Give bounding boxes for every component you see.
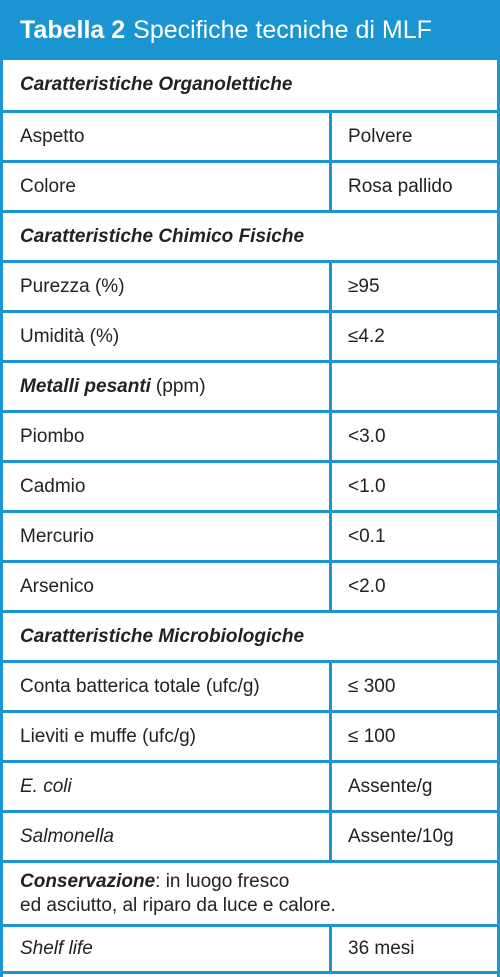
table-border-left	[0, 60, 3, 977]
table-row	[0, 313, 500, 363]
conservazione-row	[0, 863, 500, 927]
row-value: <0.1	[348, 525, 386, 547]
row-value: ≤ 100	[348, 725, 396, 747]
section-heading: Caratteristiche Chimico Fisiche	[20, 225, 305, 247]
row-value: Assente/10g	[348, 825, 454, 847]
row-value: 36 mesi	[348, 938, 415, 959]
section-heading: Caratteristiche Microbiologiche	[20, 625, 305, 647]
table-row	[0, 713, 500, 763]
table-row	[0, 563, 500, 613]
row-value: ≥95	[348, 275, 380, 297]
section-heading-cell	[0, 363, 332, 410]
row-value: ≤ 300	[348, 675, 396, 697]
row-value: Polvere	[348, 125, 413, 147]
table-row	[0, 413, 500, 463]
row-label: Lieviti e muffe (ufc/g)	[0, 713, 332, 760]
row-label: Umidità (%)	[0, 313, 332, 360]
section-heading: Caratteristiche Organolettiche	[20, 74, 293, 95]
row-label: Purezza (%)	[0, 263, 332, 310]
table-title: Specifiche tecniche di MLF	[133, 15, 432, 44]
row-value: <3.0	[348, 425, 386, 447]
conservazione-line2: ed asciutto, al riparo da luce e calore.	[20, 894, 336, 916]
row-label: E. coli	[0, 763, 332, 810]
section-row-microbiologiche	[0, 613, 500, 663]
section-heading: Metalli pesanti	[20, 375, 151, 397]
row-label: Mercurio	[0, 513, 332, 560]
row-label: Cadmio	[0, 463, 332, 510]
table-row	[0, 813, 500, 863]
empty-cell	[332, 363, 500, 410]
row-value: ≤4.2	[348, 325, 385, 347]
row-value: Assente/g	[348, 775, 433, 797]
row-value: <1.0	[348, 475, 386, 497]
table-row	[0, 113, 500, 163]
conservazione-text	[20, 870, 336, 918]
section-unit: (ppm)	[155, 375, 206, 397]
row-label: Shelf life	[0, 927, 332, 971]
row-label: Conta batterica totale (ufc/g)	[0, 663, 332, 710]
section-row-metalli	[0, 363, 500, 413]
table-row	[0, 263, 500, 313]
conservazione-label: Conservazione	[20, 870, 156, 892]
table-row	[0, 163, 500, 213]
row-value: Rosa pallido	[348, 175, 453, 197]
spec-table	[0, 60, 500, 974]
row-label: Aspetto	[0, 113, 332, 160]
conservazione-cell	[0, 863, 500, 924]
conservazione-line1: : in luogo fresco	[155, 870, 290, 892]
row-label: Arsenico	[0, 563, 332, 610]
row-label: Colore	[0, 163, 332, 210]
table-number: Tabella 2	[20, 15, 126, 44]
table-row	[0, 513, 500, 563]
table-row	[0, 463, 500, 513]
table-header	[0, 0, 500, 60]
row-value: <2.0	[348, 575, 386, 597]
table-row	[0, 663, 500, 713]
table-row	[0, 763, 500, 813]
row-label: Salmonella	[0, 813, 332, 860]
shelf-life-row	[0, 927, 500, 974]
section-row-chimico-fisiche	[0, 213, 500, 263]
section-row-organolettiche	[0, 60, 500, 113]
row-label: Piombo	[0, 413, 332, 460]
